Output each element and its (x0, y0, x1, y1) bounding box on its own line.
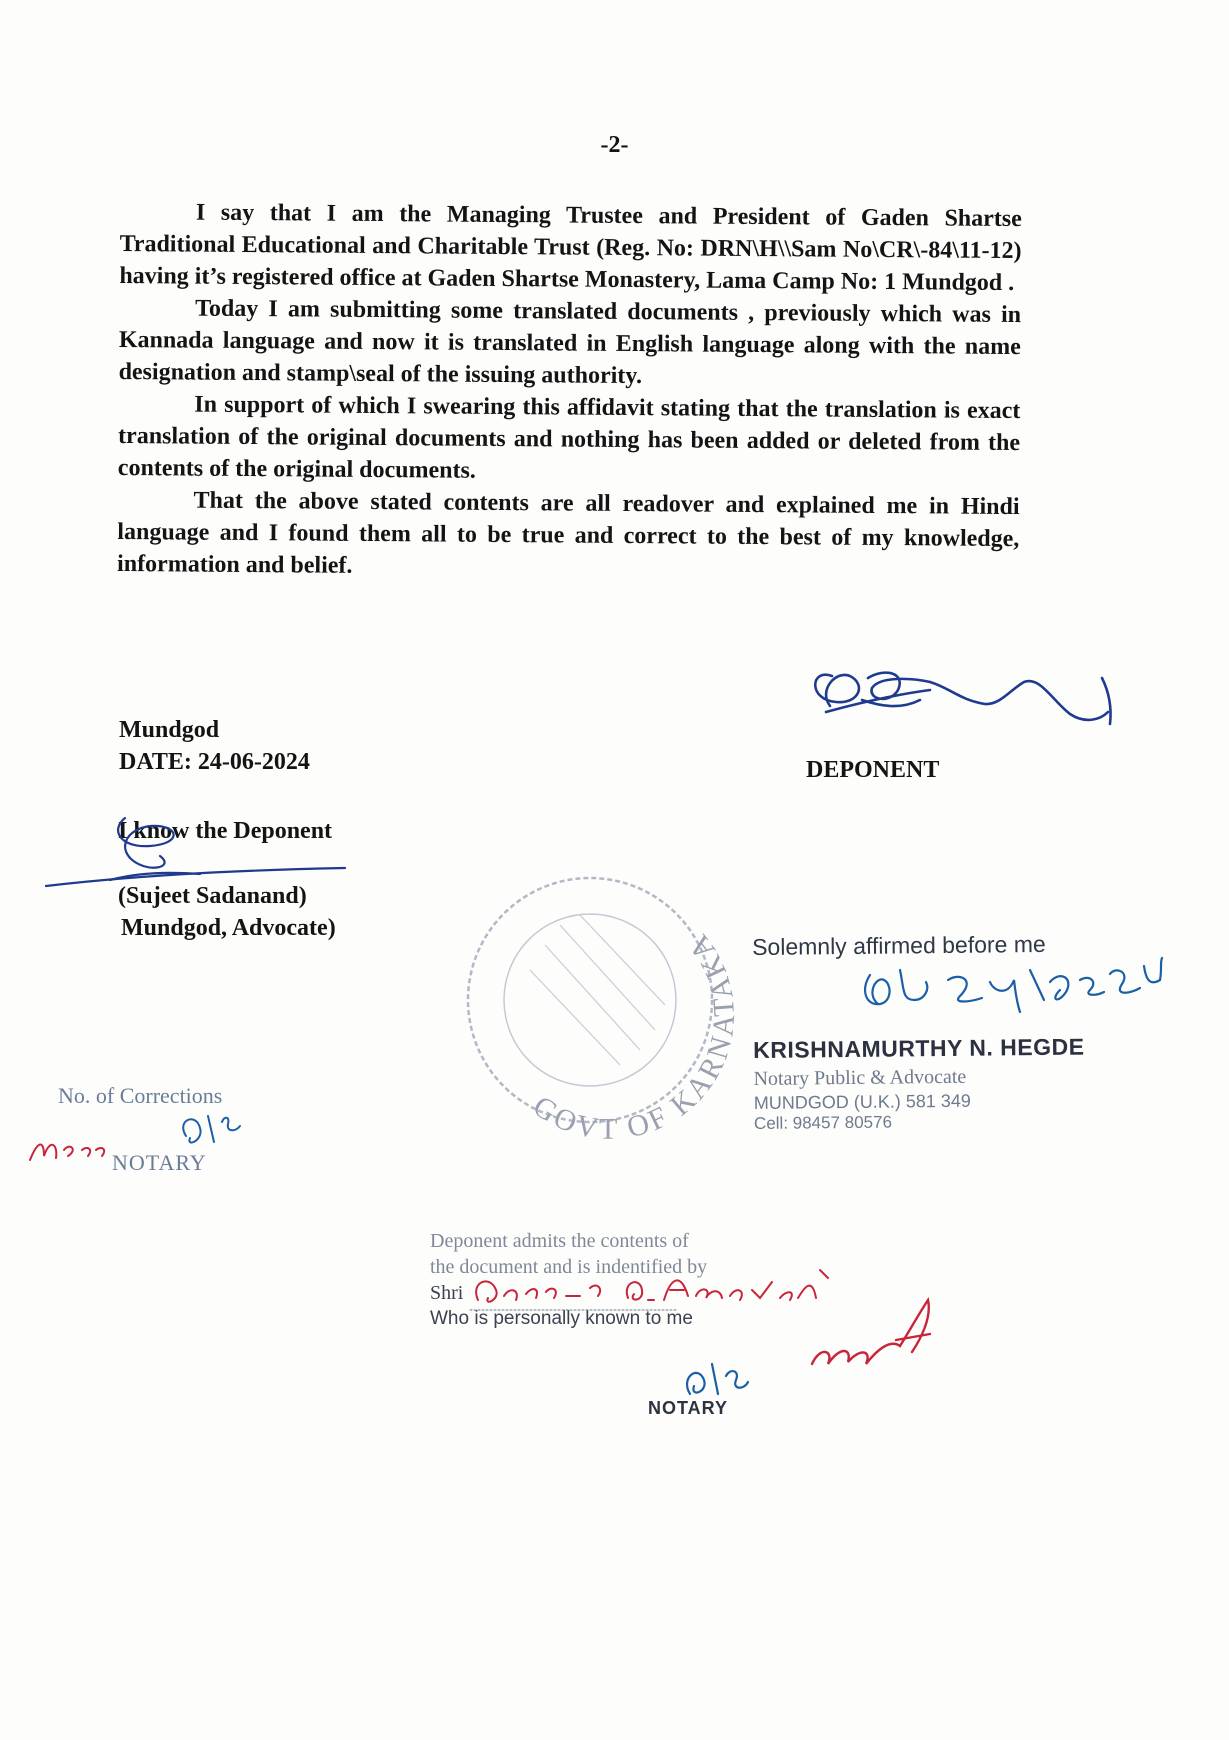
notary-address: MUNDGOD (U.K.) 581 349 (753, 1090, 971, 1113)
notary-name: KRISHNAMURTHY N. HEGDE (753, 1033, 1085, 1063)
deponent-label: DEPONENT (806, 757, 940, 783)
advocate-signature (46, 818, 345, 886)
page-number: -2- (600, 132, 629, 158)
advocate-name: (Sujeet Sadanand) (118, 883, 307, 909)
id-stamp-shri: Shri (430, 1282, 464, 1304)
place: Mundgod (119, 717, 220, 743)
notary-affirmed: Solemnly affirmed before me (752, 930, 1046, 960)
notary-date-handwriting (865, 958, 1162, 1012)
notary-cell: Cell: 98457 80576 (753, 1112, 893, 1133)
shri-handwritten-name (470, 1270, 828, 1310)
corrections-handwriting (30, 1116, 240, 1160)
id-stamp-line4: Who is personally known to me (430, 1308, 693, 1329)
paragraph-submission: Today I am submitting some translated documents , previously which was in Kannada language and now it is translated in English language along with the name designation and stamp\seal of the issuing authority. (118, 295, 1022, 390)
paragraph-support: In support of which I swearing this affidavit stating that the translation is exact translation of the original documents and nothing has been added or deleted from the contents of the original documents. (117, 391, 1021, 484)
corrections-label: No. of Corrections (58, 1083, 223, 1108)
id-stamp-notary: NOTARY (648, 1398, 728, 1418)
deponent-signature (815, 673, 1110, 724)
government-seal (468, 878, 741, 1146)
red-signature (812, 1300, 930, 1364)
paragraph-declaration: That the above stated contents are all readover and explained me in Hindi language and I found them all to be true and correct to the best of my knowledge, information and belief. (117, 487, 1020, 579)
date: DATE: 24-06-2024 (119, 749, 310, 775)
notary-initials (687, 1364, 748, 1394)
seal-text-path: GOVT OF KARNATAKA (527, 926, 742, 1146)
corrections-notary: NOTARY (112, 1150, 207, 1175)
id-stamp-line1: Deponent admits the contents of (430, 1230, 689, 1252)
id-stamp-line2: the document and is indentified by (430, 1256, 708, 1278)
seal-text (527, 926, 741, 1146)
paragraph-trustee: I say that I am the Managing Trustee and President of Gaden Shartse Traditional Educational and Charitable Trust (Reg. No: DRN\H\\Sam No\CR\-84\11-12) having it’s registered office at Gaden Shartse Monastery, Lama Camp No: 1 Mundgod . (119, 199, 1022, 297)
identification-statement: I know the Deponent (118, 818, 333, 844)
notary-title: Notary Public & Advocate (753, 1065, 967, 1090)
advocate-place: Mundgod, Advocate) (121, 915, 336, 941)
